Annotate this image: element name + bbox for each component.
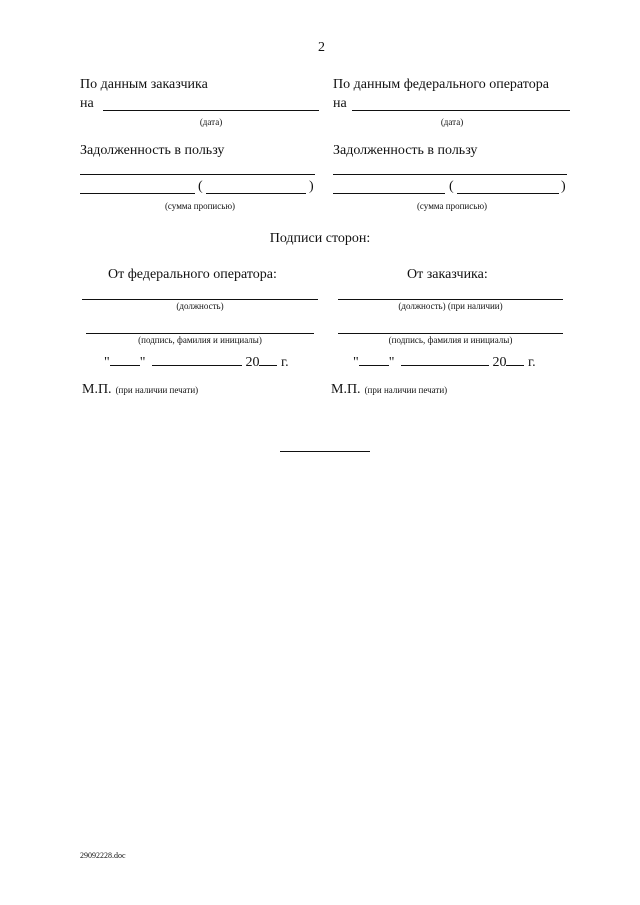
right-signature-line: [338, 333, 563, 334]
right-position-caption: (должность) (при наличии): [398, 301, 503, 311]
left-date-line: [103, 110, 319, 111]
right-heading: По данным федерального оператора: [333, 77, 549, 92]
left-year-prefix: 20: [245, 355, 260, 370]
right-seal-note: (при наличии печати): [364, 385, 448, 395]
right-on-label: на: [333, 96, 347, 111]
right-year-blank: [506, 354, 524, 366]
right-date-caption: (дата): [440, 117, 464, 127]
left-quote-close: ": [139, 355, 146, 370]
right-quote-close: ": [388, 355, 395, 370]
left-year-suffix: г.: [280, 355, 289, 370]
right-signature-caption: (подпись, фамилия и инициалы): [388, 335, 513, 345]
left-quote-open: ": [104, 355, 110, 370]
left-debt-label: Задолженность в пользу: [80, 143, 225, 158]
left-seal-note: (при наличии печати): [115, 385, 199, 395]
left-seal-row: [82, 380, 198, 398]
signatures-title: Подписи сторон:: [269, 231, 371, 246]
right-seal-label: М.П.: [331, 382, 361, 397]
right-seal-row: [331, 380, 447, 398]
right-amount-line: [333, 193, 445, 194]
right-month-blank: [401, 354, 489, 366]
left-sign-title: От федерального оператора:: [108, 267, 277, 282]
right-words-line: [457, 193, 559, 194]
left-date-caption: (дата): [199, 117, 223, 127]
right-quote-open: ": [353, 355, 359, 370]
end-separator-line: [280, 451, 370, 452]
left-day-blank: [110, 354, 140, 366]
left-creditor-line: [80, 174, 315, 175]
left-position-caption: (должность): [176, 301, 224, 311]
page-number: 2: [318, 40, 325, 55]
footer-filename: 29092228.doc: [80, 851, 126, 860]
right-creditor-line: [333, 174, 567, 175]
left-amount-line: [80, 193, 195, 194]
left-heading: По данным заказчика: [80, 77, 208, 92]
left-signature-caption: (подпись, фамилия и инициалы): [138, 335, 262, 345]
right-sum-caption: (сумма прописью): [416, 201, 488, 211]
right-year-prefix: 20: [492, 355, 507, 370]
left-open-paren: (: [198, 179, 203, 194]
right-close-paren: ): [561, 179, 566, 194]
left-seal-label: М.П.: [82, 382, 112, 397]
left-month-blank: [152, 354, 242, 366]
right-position-line: [338, 299, 563, 300]
right-date-line: [352, 110, 570, 111]
left-sum-caption: (сумма прописью): [164, 201, 236, 211]
right-sign-title: От заказчика:: [407, 267, 488, 282]
left-on-label: на: [80, 96, 94, 111]
right-debt-label: Задолженность в пользу: [333, 143, 478, 158]
right-open-paren: (: [449, 179, 454, 194]
right-year-suffix: г.: [527, 355, 536, 370]
right-day-blank: [359, 354, 389, 366]
left-position-line: [82, 299, 318, 300]
right-date-row: [353, 354, 536, 371]
left-words-line: [206, 193, 306, 194]
left-signature-line: [86, 333, 314, 334]
left-date-row: [104, 354, 289, 371]
left-close-paren: ): [309, 179, 314, 194]
left-year-blank: [259, 354, 277, 366]
